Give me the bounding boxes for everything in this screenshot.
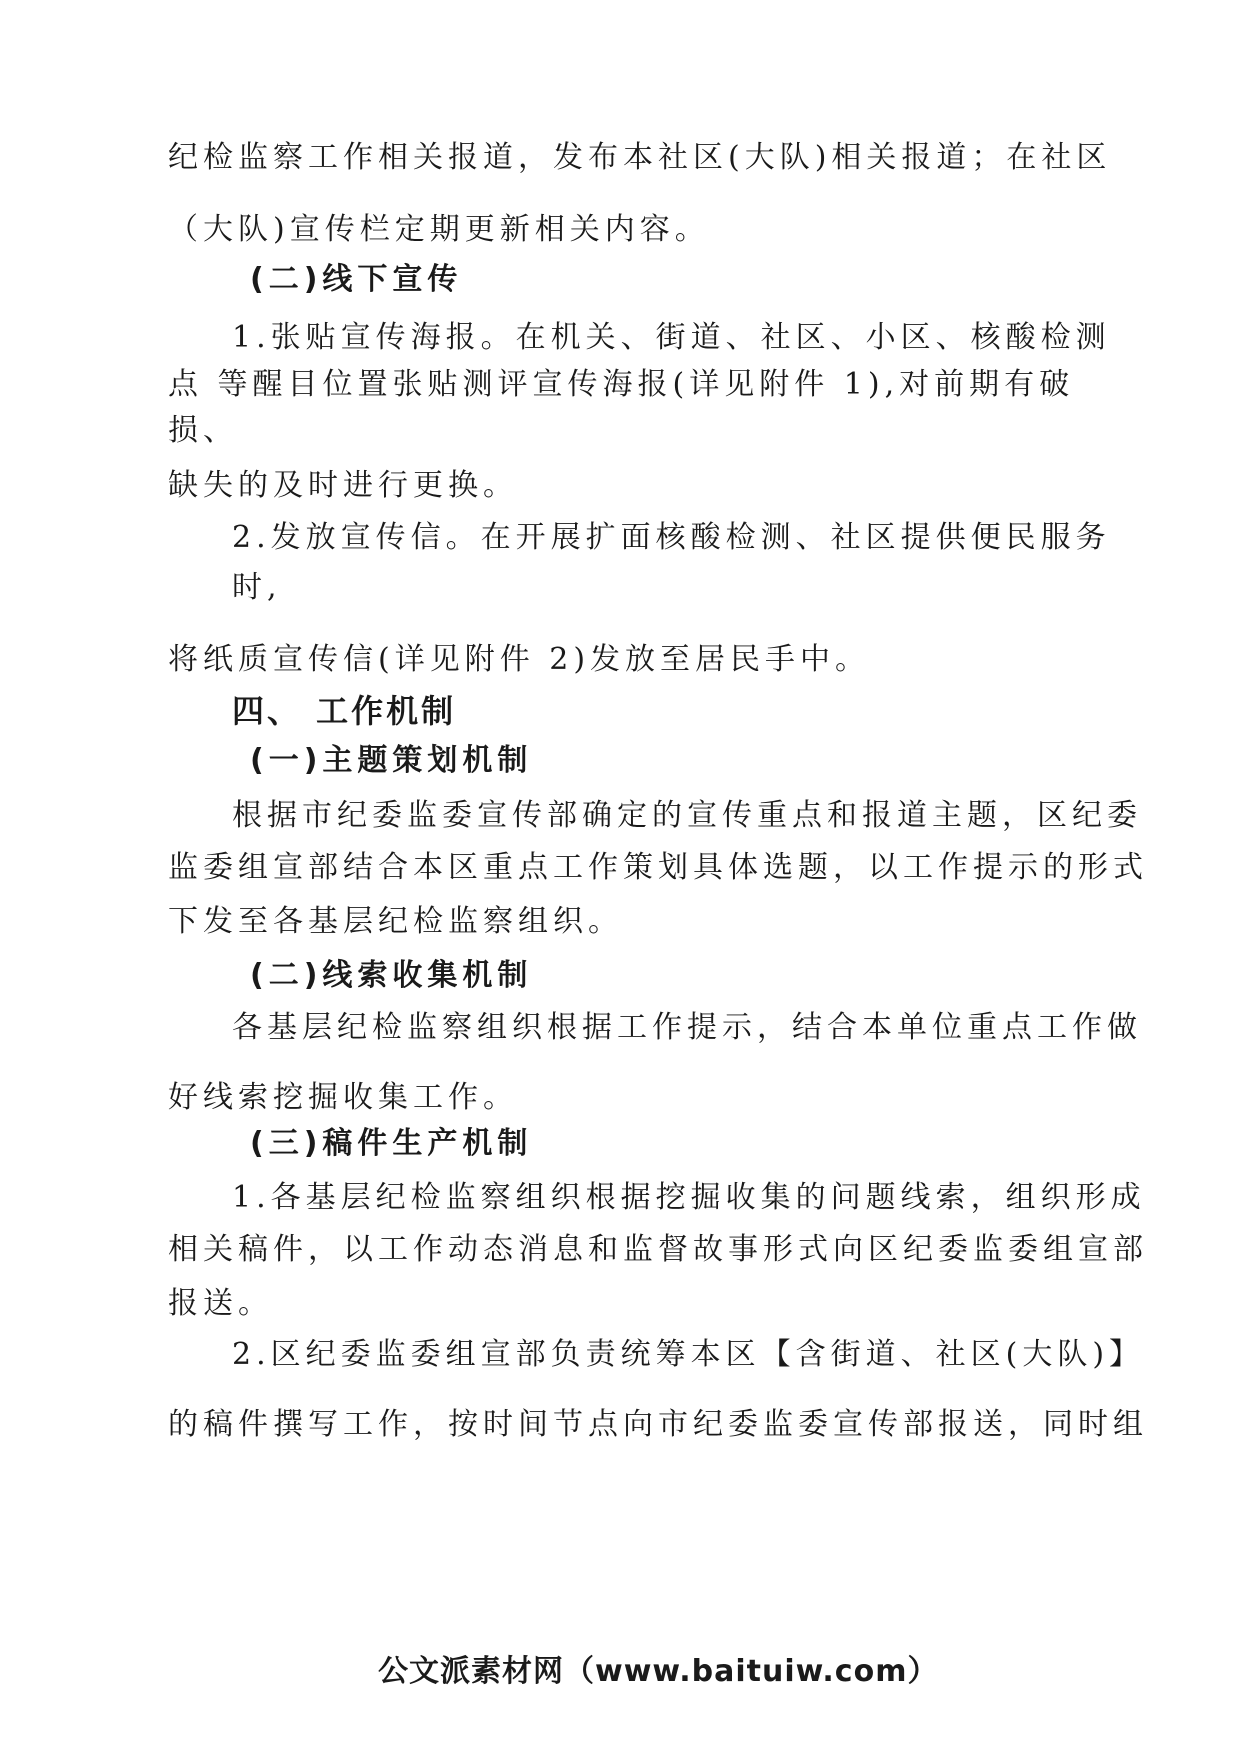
section-heading: 四、 工作机制 (232, 692, 457, 730)
body-line: 报送。 (168, 1286, 273, 1321)
body-line: 1.张贴宣传海报。在机关、街道、社区、小区、核酸检测 (232, 320, 1111, 355)
body-line: 2.发放宣传信。在开展扩面核酸检测、社区提供便民服务 (232, 520, 1111, 555)
subsection-heading: (二)线索收集机制 (250, 958, 533, 993)
body-line: 根据市纪委监委宣传部确定的宣传重点和报道主题，区纪委 (232, 798, 1142, 833)
subsection-heading: (三)稿件生产机制 (250, 1126, 533, 1161)
subsection-heading: (一)主题策划机制 (250, 743, 533, 778)
body-line: 点 等醒目位置张贴测评宣传海报(详见附件 1),对前期有破 (168, 367, 1075, 402)
body-line: 将纸质宣传信(详见附件 2)发放至居民手中。 (168, 642, 871, 677)
body-line: 好线索挖掘收集工作。 (168, 1080, 518, 1115)
body-line: 2.区纪委监委组宣部负责统筹本区【含街道、社区(大队)】 (232, 1337, 1145, 1372)
body-line: 损、 (168, 413, 238, 448)
footer-watermark: 公文派素材网（www.baituiw.com） (378, 1654, 939, 1689)
body-line: 相关稿件，以工作动态消息和监督故事形式向区纪委监委组宣部 (168, 1232, 1148, 1267)
body-line: 的稿件撰写工作，按时间节点向市纪委监委宣传部报送，同时组 (168, 1407, 1148, 1442)
body-line: 监委组宣部结合本区重点工作策划具体选题，以工作提示的形式 (168, 850, 1148, 885)
body-line: 各基层纪检监察组织根据工作提示，结合本单位重点工作做 (232, 1010, 1142, 1045)
body-line: 时, (232, 570, 282, 605)
body-line: 1.各基层纪检监察组织根据挖掘收集的问题线索，组织形成 (232, 1180, 1146, 1215)
body-line: 下发至各基层纪检监察组织。 (168, 904, 623, 939)
body-line: 缺失的及时进行更换。 (168, 468, 518, 503)
subsection-heading: (二)线下宣传 (250, 262, 463, 297)
body-line: 纪检监察工作相关报道，发布本社区(大队)相关报道；在社区 (168, 140, 1112, 175)
body-line: （大队)宣传栏定期更新相关内容。 (168, 212, 710, 247)
